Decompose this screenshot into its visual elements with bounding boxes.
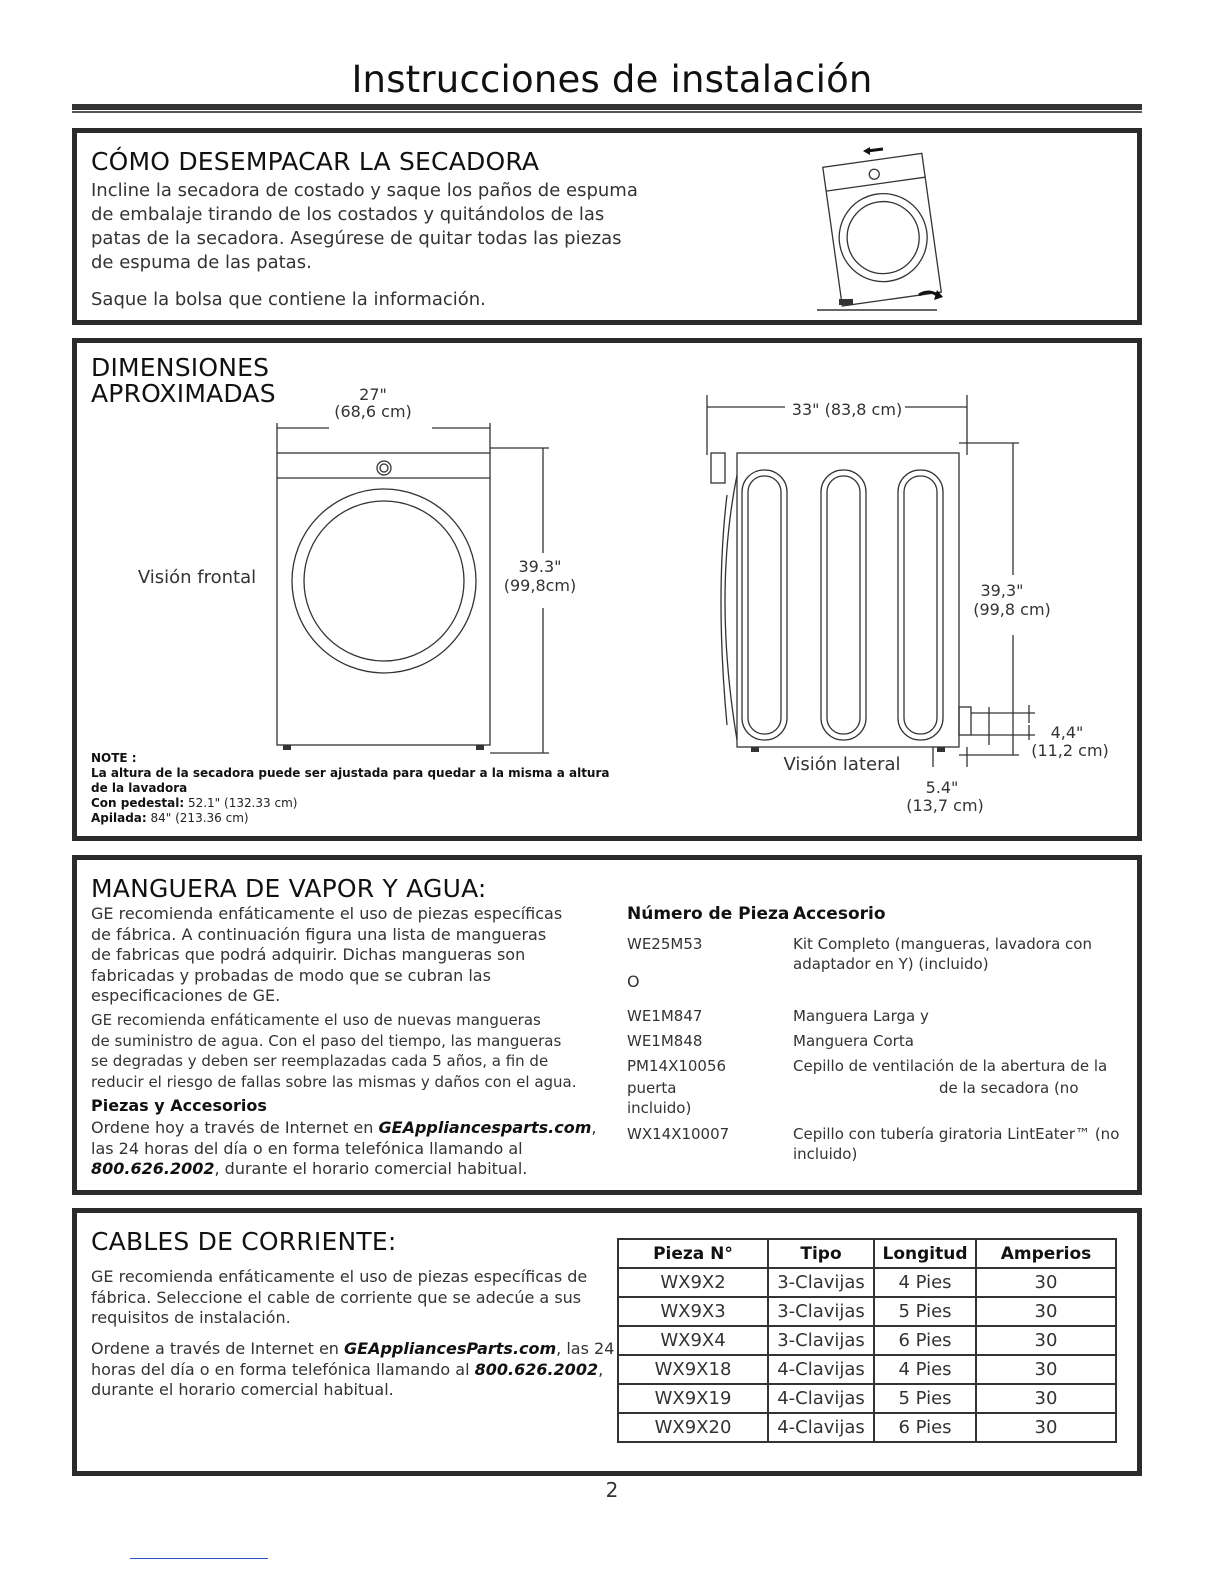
col-header-length: Longitud [874,1239,976,1268]
table-row [618,1413,1116,1442]
cables-order-line-2 [91,1360,621,1381]
order-mid: , [591,1118,597,1137]
accessory-line: Cepillo con tubería giratoria LintEater™ (no [793,1125,1120,1143]
vent-height-inches-label: 4,4" [1050,723,1084,742]
order-line-3 [91,1159,621,1180]
unpack-line: de espuma de las patas. [91,252,312,273]
part-number: WE25M53 [627,935,703,953]
vent-height-cm-label: (11,2 cm) [1031,741,1109,760]
width-cm-label: (68,6 cm) [334,402,412,421]
cell-type: 3-Clavijas [768,1297,874,1326]
title-rule-thin [72,111,1142,113]
order-phone: 800.626.2002 [474,1359,599,1379]
cell-amps: 30 [976,1326,1116,1355]
cell-length: 5 Pies [874,1384,976,1413]
cable-table [617,1238,1117,1443]
note-title: NOTE : [91,751,137,765]
hose-paragraph-1 [91,904,611,1007]
cables-order-line-3: durante el horario comercial habitual. [91,1380,394,1399]
hose-line: de fábrica. A continuación figura una lista de mangueras [91,924,547,944]
unpack-heading: CÓMO DESEMPACAR LA SECADORA [91,147,540,176]
pedestal-value: 52.1" (132.33 cm) [187,796,298,810]
bottom-link-line [130,1558,268,1559]
page-title: Instrucciones de instalación [351,58,873,101]
col-header-type: Tipo [768,1239,874,1268]
part-number-header: Número de Pieza [627,904,790,924]
pedestal-line [91,796,610,811]
table-row [618,1355,1116,1384]
hose-paragraph-2 [91,1010,621,1092]
hose-line: especificaciones de GE. [91,986,281,1005]
cell-amps: 30 [976,1355,1116,1384]
note-bold-text: La altura de la secadora puede ser ajustada para quedar a la misma a altura [91,766,610,780]
cell-part: WX9X2 [618,1268,768,1297]
order-line-1 [91,1118,621,1139]
unpack-line: patas de la secadora. Asegúrese de quitar todas las piezas [91,228,622,249]
part-number: WE1M847 [627,1007,703,1025]
hose-heading: MANGUERA DE VAPOR Y AGUA: [91,874,487,903]
cables-order-text [91,1339,621,1401]
front-height-inches-label: 39.3" [518,557,562,576]
side-view-label: Visión lateral [783,754,901,775]
cables-line: requisitos de instalación. [91,1308,291,1327]
tilted-dryer-illustration [797,139,977,319]
cell-length: 4 Pies [874,1268,976,1297]
title-rule [72,104,1142,110]
cell-part: WX9X20 [618,1413,768,1442]
cell-type: 4-Clavijas [768,1384,874,1413]
side-height-inches-label: 39,3" [980,581,1024,600]
order-line-2-pre: horas del día o en forma telefónica llamando al [91,1359,475,1379]
accessory-header: Accesorio [793,904,886,924]
accessory-line: incluido) [793,1145,858,1163]
table-row [618,1384,1116,1413]
front-view-label: Visión frontal [137,567,257,588]
dimensions-heading-line: APROXIMADAS [91,379,276,408]
accessory: Manguera Larga y [793,1007,929,1025]
order-pre: Ordene hoy a través de Internet en [91,1118,379,1137]
accessory: Cepillo de ventilación de la abertura de la [793,1057,1108,1075]
order-pre: Ordene a través de Internet en [91,1339,345,1358]
order-website-link[interactable]: GEAppliancesparts.com [378,1118,592,1137]
unpack-paragraph-2: Saque la bolsa que contiene la información. [91,289,486,310]
hose-line: de fabricas que podrá adquirir. Dichas mangueras son [91,945,526,964]
front-height-cm-label: (99,8cm) [503,576,577,595]
or-separator: O [627,972,640,991]
cables-paragraph-1 [91,1267,611,1329]
table-row [618,1268,1116,1297]
unpack-paragraph [91,179,638,275]
cell-amps: 30 [976,1297,1116,1326]
part-number: WX14X10007 [627,1125,730,1143]
cell-part: WX9X18 [618,1355,768,1384]
hose-order-text [91,1118,621,1180]
stacked-value: 84" (213.36 cm) [150,811,249,825]
order-line-2-end: , [598,1359,604,1379]
part-number-continued: incluido) [627,1099,692,1117]
cables-line: GE recomienda enfáticamente el uso de piezas específicas de [91,1267,588,1286]
vent-offset-cm-label: (13,7 cm) [906,796,984,815]
cable-table-header-row [618,1239,1116,1268]
accessory-continued: de la secadora (no [939,1079,1079,1097]
stacked-line [91,811,610,826]
dimensions-heading-line: DIMENSIONES [91,353,270,382]
unpack-line: Incline la secadora de costado y saque los paños de espuma [91,180,638,201]
cell-type: 4-Clavijas [768,1413,874,1442]
table-row [618,1326,1116,1355]
page-number: 2 [605,1478,619,1502]
cell-type: 4-Clavijas [768,1355,874,1384]
order-line-2: las 24 horas del día o en forma telefónica llamando al [91,1138,523,1158]
cables-heading: CABLES DE CORRIENTE: [91,1227,397,1256]
accessory-line: adaptador en Y) (incluido) [793,955,989,973]
dimensions-note [91,751,610,826]
accessory [793,1124,1119,1164]
hose-section [72,855,1142,1195]
width-inches-label: 27" [359,385,387,404]
cell-length: 6 Pies [874,1413,976,1442]
dimensions-section [72,338,1142,841]
unpack-section [72,128,1142,325]
order-end: , durante el horario comercial habitual. [214,1159,528,1178]
cell-amps: 30 [976,1413,1116,1442]
hose-line: se degradas y deben ser reemplazadas cada 5 años, a fin de [91,1052,549,1070]
dimensions-heading [91,355,276,407]
hose-line: GE recomienda enfáticamente el uso de nuevas mangueras [91,1011,541,1029]
cell-amps: 30 [976,1384,1116,1413]
table-row [618,1297,1116,1326]
accessory [793,934,1092,974]
part-number-continued: puerta [627,1079,677,1097]
side-height-cm-label: (99,8 cm) [973,600,1051,619]
hose-line: fabricadas y probadas de modo que se cubran las [91,965,491,985]
note-bold-text-2: de la lavadora [91,781,188,795]
col-header-amps: Amperios [976,1239,1116,1268]
accessory-line: Kit Completo (mangueras, lavadora con [793,935,1092,953]
unpack-line: de embalaje tirando de los costados y quitándolos de las [91,204,605,225]
vent-offset-inches-label: 5.4" [925,778,959,797]
accessory: Manguera Corta [793,1032,914,1050]
hose-line: reducir el riesgo de fallas sobre las mismas y daños con el agua. [91,1072,577,1091]
cables-line: fábrica. Seleccione el cable de corriente que se adecúe a sus [91,1287,582,1307]
part-number: PM14X10056 [627,1057,727,1075]
depth-label: 33" (83,8 cm) [791,400,903,419]
cell-amps: 30 [976,1268,1116,1297]
cell-part: WX9X4 [618,1326,768,1355]
parts-heading: Piezas y Accesorios [91,1096,267,1115]
stacked-label: Apilada: [91,811,147,825]
part-number: WE1M848 [627,1032,703,1050]
cell-length: 6 Pies [874,1326,976,1355]
hose-line: GE recomienda enfáticamente el uso de piezas específicas [91,904,563,923]
front-view-drawing [267,423,567,768]
cell-type: 3-Clavijas [768,1326,874,1355]
cell-part: WX9X3 [618,1297,768,1326]
cell-type: 3-Clavijas [768,1268,874,1297]
order-phone: 800.626.2002 [91,1159,215,1178]
pedestal-label: Con pedestal: [91,796,185,810]
col-header-part: Pieza N° [618,1239,768,1268]
cell-part: WX9X19 [618,1384,768,1413]
cell-length: 4 Pies [874,1355,976,1384]
cell-length: 5 Pies [874,1297,976,1326]
hose-line: de suministro de agua. Con el paso del tiempo, las mangueras [91,1031,562,1050]
cables-order-line-1 [91,1339,621,1360]
order-website-link[interactable]: GEAppliancesParts.com [344,1339,557,1358]
side-view-drawing [697,395,1117,795]
order-mid: , las 24 [556,1339,615,1358]
